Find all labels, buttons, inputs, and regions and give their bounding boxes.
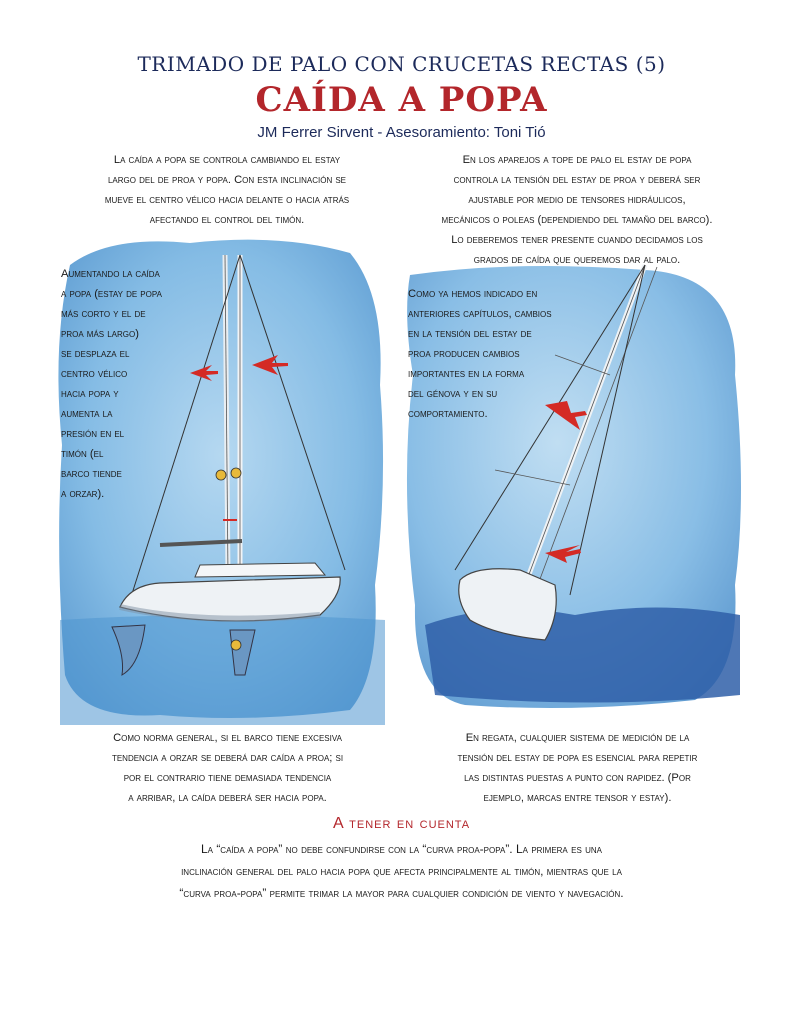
bottom-right-paragraph <box>400 728 755 808</box>
text-line: barco tiende <box>61 468 122 480</box>
text-line: inclinación general del palo hacia popa que afecta principalmente al timón, mientras que la <box>181 864 622 878</box>
text-line: del génova y en su <box>408 388 498 400</box>
text-line: comportamiento. <box>408 408 488 420</box>
text-line: Como norma general, si el barco tiene excesiva <box>113 732 342 744</box>
text-line: En regata, cualquier sistema de medición de la <box>465 732 690 744</box>
text-line: anteriores capítulos, cambios <box>408 308 552 320</box>
left-illustration-caption <box>61 264 201 504</box>
intro-left-paragraph <box>62 150 392 230</box>
text-line: las distintas puestas a punto con rapidez. (Por <box>464 772 691 784</box>
intro-right-paragraph <box>392 150 762 270</box>
text-line: Aumentando la caída <box>61 268 160 280</box>
page-subtitle: TRIMADO DE PALO CON CRUCETAS RECTAS (5) <box>137 52 666 76</box>
text-line: mueve el centro vélico hacia delante o hacia atrás <box>104 194 350 206</box>
text-line: tensión del estay de popa es esencial para repetir <box>457 752 698 764</box>
note-paragraph <box>20 838 783 904</box>
text-line: hacia popa y <box>61 388 119 400</box>
text-line: a arribar, la caída deberá ser hacia popa. <box>128 792 327 804</box>
text-line: proa más largo) <box>61 328 139 340</box>
text-line: importantes en la forma <box>408 368 525 380</box>
text-line: ejemplo, marcas entre tensor y estay). <box>483 792 672 804</box>
text-line: “curva proa-popa” permite trimar la mayor para cualquier condición de viento y navegación. <box>179 886 624 900</box>
text-line: por el contrario tiene demasiada tendencia <box>123 772 332 784</box>
text-line: en la tensión del estay de <box>408 328 532 340</box>
text-line: Como ya hemos indicado en <box>408 288 538 300</box>
text-line: largo del de proa y popa. Con esta inclinación se <box>107 174 347 186</box>
text-line: centro vélico <box>61 368 128 380</box>
text-line: timón (el <box>61 448 104 460</box>
text-line: Lo deberemos tener presente cuando decidamos los <box>451 234 703 246</box>
text-line: afectando el control del timón. <box>149 214 305 226</box>
text-line: ajustable por medio de tensores hidráulicos, <box>468 194 686 206</box>
text-line: mecánicos o poleas (dependiendo del tamaño del barco). <box>441 214 713 226</box>
text-line: se desplaza el <box>61 348 130 360</box>
text-line: más corto y el de <box>61 308 146 320</box>
author-line: JM Ferrer Sirvent - Asesoramiento: Toni Tió <box>257 124 546 141</box>
note-heading: A tener en cuenta <box>332 815 471 832</box>
right-illustration-caption <box>408 284 608 424</box>
text-line: tendencia a orzar se deberá dar caída a proa; si <box>111 752 344 764</box>
text-line: proa producen cambios <box>408 348 520 360</box>
text-line: aumenta la <box>61 408 113 420</box>
text-line: grados de caída que queremos dar al palo. <box>473 254 681 266</box>
page-title: CAÍDA A POPA <box>255 80 548 120</box>
text-line: presión en el <box>61 428 125 440</box>
text-line: En los aparejos a tope de palo el estay de popa <box>462 154 692 166</box>
bottom-left-paragraph <box>55 728 400 808</box>
text-line: a popa (estay de popa <box>61 288 162 300</box>
text-line: controla la tensión del estay de proa y deberá ser <box>453 174 701 186</box>
text-line: La caída a popa se controla cambiando el estay <box>113 154 341 166</box>
text-line: a orzar). <box>61 488 105 500</box>
text-line: La “caída a popa” no debe confundirse con la “curva proa-popa”. La primera es una <box>200 842 603 856</box>
